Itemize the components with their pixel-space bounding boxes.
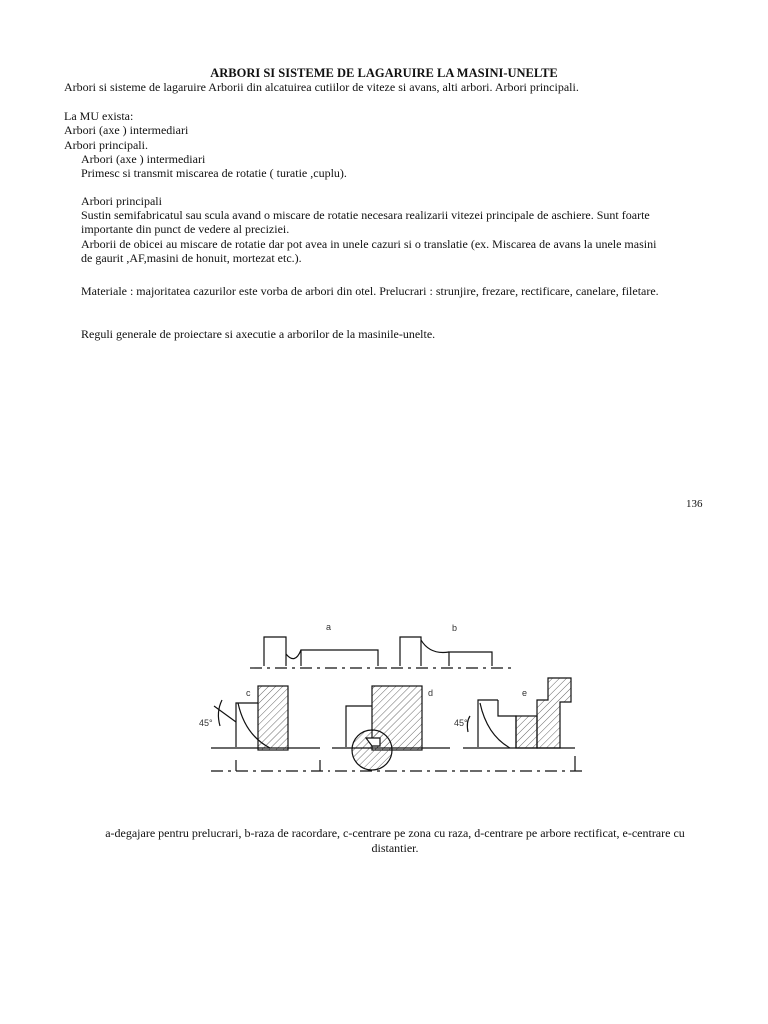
fillet-radius-b	[421, 640, 449, 653]
angle-arc-c	[218, 700, 222, 726]
intro-paragraph: Arbori si sisteme de lagaruire Arborii din alcatuirea cutiilor de viteze si avans, alti arbori. Arbori principali.	[64, 80, 579, 94]
tick-c	[236, 760, 320, 771]
shoulder-b	[400, 637, 421, 666]
label-a: a	[326, 622, 332, 632]
relief-groove-a	[286, 650, 301, 659]
angle-label-e: 45°	[454, 718, 468, 728]
caption-line: distantier.	[371, 841, 419, 855]
bearing-ring-c	[258, 686, 288, 750]
figure-caption	[60, 826, 730, 856]
principali-text-line: Arborii de obicei au miscare de rotatie dar pot avea in unele cazuri si o translatie (ex. Miscarea de avans la unele masini	[81, 237, 657, 251]
grinding-wheel-d	[352, 730, 392, 770]
shaft-step-a	[301, 650, 378, 666]
principali-heading: Arbori principali	[81, 194, 162, 208]
label-c: c	[246, 688, 251, 698]
materiale-paragraph: Materiale : majoritatea cazurilor este vorba de arbori din otel. Prelucrari : strunjire, frezare, rectificare, canelare, filetare.	[81, 284, 659, 298]
angle-label-c: 45°	[199, 718, 213, 728]
label-d: d	[428, 688, 434, 698]
label-b: b	[452, 623, 458, 633]
principali-text-line: Sustin semifabricatul sau scula avand o miscare de rotatie necesara realizarii vitezei principale de aschiere. Sunt foarte	[81, 208, 650, 222]
chamfer-line-c	[214, 706, 236, 722]
intermediari-heading: Arbori (axe ) intermediari	[81, 152, 206, 166]
radius-e	[480, 703, 510, 748]
caption-line: a-degajare pentru prelucrari, b-raza de racordare, c-centrare pe zona cu raza, d-centrare pe arbore rectificat, e-centrare cu	[105, 826, 685, 840]
mu-list-item: Arbori (axe ) intermediari	[64, 123, 189, 137]
page-title: ARBORI SI SISTEME DE LAGARUIRE LA MASINI-UNELTE	[210, 66, 558, 80]
bearing-ring-e	[537, 678, 571, 748]
intermediari-text: Primesc si transmit miscarea de rotatie ( turatie ,cuplu).	[81, 166, 347, 180]
mu-list-item: Arbori principali.	[64, 138, 148, 152]
reguli-paragraph: Reguli generale de proiectare si axecutie a arborilor de la masinile-unelte.	[81, 327, 436, 341]
shoulder-a	[264, 637, 286, 666]
page-number: 136	[686, 498, 703, 510]
label-e: e	[522, 688, 528, 698]
shaft-step-b	[449, 652, 492, 666]
principali-text-line: importante din punct de vedere al preciziei.	[81, 222, 290, 236]
angle-arc-e	[467, 716, 470, 732]
distancer-e	[516, 716, 537, 748]
mu-list-heading: La MU exista:	[64, 109, 134, 123]
principali-text-line: de gaurit ,AF,masini de honuit, mortezat etc.).	[81, 251, 302, 265]
